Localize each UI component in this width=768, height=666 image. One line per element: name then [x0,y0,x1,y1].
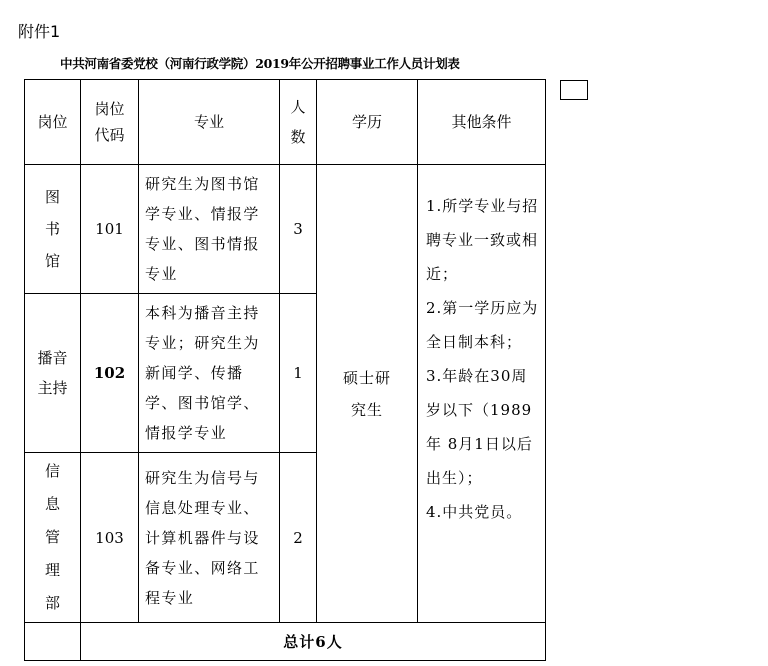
count-cell: 3 [280,165,317,294]
code-cell: 101 [81,165,139,294]
condition-item: 4.中共党员。 [426,503,523,521]
recruitment-plan-table [24,79,546,661]
total-row [25,623,546,661]
empty-box [560,80,588,100]
condition-item: 3.年龄在30周岁以下（1989年 8月1日以后出生）； [426,367,533,487]
code-cell: 103 [81,453,139,623]
header-education: 学历 [317,80,418,165]
major-cell: 研究生为图书馆学专业、情报学专业、图书情报专业 [139,165,280,294]
header-count: 人数 [280,80,317,165]
header-code: 岗位代码 [81,80,139,165]
header-position: 岗位 [25,80,81,165]
condition-item: 2.第一学历应为全日制本科； [426,299,539,351]
header-row [25,80,546,165]
header-major: 专业 [139,80,280,165]
count-cell: 2 [280,453,317,623]
total-blank-cell [25,623,81,661]
count-cell: 1 [280,294,317,453]
conditions-cell [418,165,546,623]
total-cell: 总计6人 [81,623,546,661]
major-cell: 本科为播音主持专业；研究生为新闻学、传播学、图书馆学、情报学专业 [139,294,280,453]
position-cell: 播音主持 [25,294,81,453]
education-cell: 硕士研究生 [317,165,418,623]
condition-item: 1.所学专业与招聘专业一致或相近； [426,197,539,283]
header-other: 其他条件 [418,80,546,165]
table-row [25,165,546,294]
attachment-label: 附件1 [18,22,61,41]
position-cell: 信息管理部 [25,453,81,623]
position-cell: 图书馆 [25,165,81,294]
code-cell: 102 [81,294,139,453]
major-cell: 研究生为信号与信息处理专业、计算机器件与设备专业、网络工程专业 [139,453,280,623]
table-title: 中共河南省委党校（河南行政学院）2019年公开招聘事业工作人员计划表 [60,56,460,71]
